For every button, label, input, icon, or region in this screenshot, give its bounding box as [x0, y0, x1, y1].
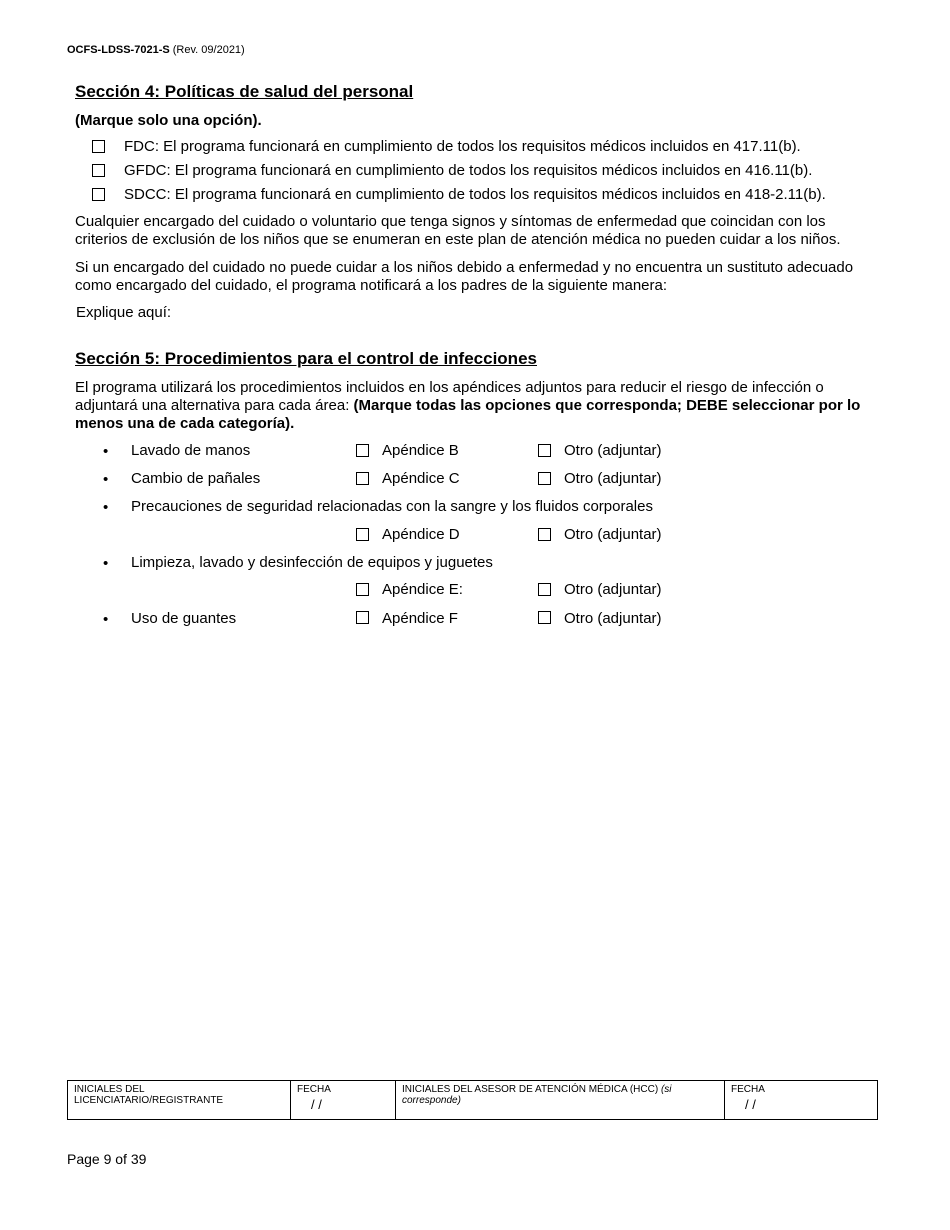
bullet: •	[103, 499, 109, 516]
licensee-initials-label: INICIALES DEL LICENCIATARIO/REGISTRANTE	[74, 1084, 224, 1106]
blood-precautions-appendix-checkbox[interactable]	[356, 528, 369, 541]
diapering-appendix-label: Apéndice C	[382, 470, 460, 487]
hand-washing-appendix-checkbox[interactable]	[356, 444, 369, 457]
diapering-other-checkbox[interactable]	[538, 472, 551, 485]
blood-precautions-appendix-label: Apéndice D	[382, 526, 460, 543]
date1-value: / /	[311, 1097, 322, 1112]
bullet: •	[103, 611, 109, 628]
form-id	[67, 44, 245, 56]
explain-label: Explique aquí:	[76, 304, 172, 321]
gfdc-checkbox[interactable]	[92, 164, 105, 177]
fdc-option-label: FDC: El programa funcionará en cumplimiento de todos los requisitos médicos incluidos en 417.11(b).	[124, 138, 801, 155]
cleaning-other-checkbox[interactable]	[538, 583, 551, 596]
bullet: •	[103, 555, 109, 572]
form-code: OCFS-LDSS-7021-S	[67, 44, 170, 56]
item-hand-washing-label: Lavado de manos	[131, 442, 251, 459]
item-blood-precautions-label: Precauciones de seguridad relacionadas con la sangre y los fluidos corporales	[131, 498, 653, 515]
gloves-other-label: Otro (adjuntar)	[564, 610, 662, 627]
section5-intro-instruction: (Marque todas las opciones que corresponda; DEBE seleccionar por lo menos una de cada categoría).	[75, 397, 861, 432]
hand-washing-other-label: Otro (adjuntar)	[564, 442, 662, 459]
hcc-initials-note: (si corresponde)	[402, 1084, 672, 1106]
hcc-initials-cell[interactable]	[396, 1081, 725, 1119]
cleaning-appendix-label: Apéndice E:	[382, 581, 463, 598]
date2-label: FECHA	[731, 1084, 765, 1095]
bullet: •	[103, 471, 109, 488]
fdc-checkbox[interactable]	[92, 140, 105, 153]
gloves-other-checkbox[interactable]	[538, 611, 551, 624]
section5-intro	[75, 379, 875, 433]
date1-label: FECHA	[297, 1084, 331, 1095]
initials-table	[67, 1080, 878, 1120]
diapering-other-label: Otro (adjuntar)	[564, 470, 662, 487]
form-revision: (Rev. 09/2021)	[172, 44, 245, 56]
section4-instruction: (Marque solo una opción).	[75, 112, 262, 129]
sdcc-checkbox[interactable]	[92, 188, 105, 201]
hand-washing-appendix-label: Apéndice B	[382, 442, 459, 459]
diapering-appendix-checkbox[interactable]	[356, 472, 369, 485]
gfdc-option-label: GFDC: El programa funcionará en cumplimiento de todos los requisitos médicos incluidos en 416.11(b).	[124, 162, 813, 179]
section5-intro-text: El programa utilizará los procedimientos incluidos en los apéndices adjuntos para reducir el riesgo de infección o adjuntará una alternativa para cada área:	[75, 379, 824, 414]
cleaning-other-label: Otro (adjuntar)	[564, 581, 662, 598]
cleaning-appendix-checkbox[interactable]	[356, 583, 369, 596]
date2-cell[interactable]	[725, 1081, 877, 1119]
item-gloves-label: Uso de guantes	[131, 610, 237, 627]
licensee-initials-cell[interactable]	[68, 1081, 291, 1119]
date1-cell[interactable]	[291, 1081, 396, 1119]
section4-title: Sección 4: Políticas de salud del personal	[75, 82, 414, 101]
section4-paragraph1: Cualquier encargado del cuidado o voluntario que tenga signos y síntomas de enfermedad que coincidan con los criterios de exclusión de los niños que se enumeran en este plan de atención médica no pueden cuidar a los niños.	[75, 213, 841, 248]
section5-title: Sección 5: Procedimientos para el control de infecciones	[75, 349, 537, 368]
blood-precautions-other-label: Otro (adjuntar)	[564, 526, 662, 543]
item-cleaning-label: Limpieza, lavado y desinfección de equipos y juguetes	[131, 554, 493, 571]
item-diapering-label: Cambio de pañales	[131, 470, 261, 487]
page-number: Page 9 of 39	[67, 1151, 147, 1167]
bullet: •	[103, 443, 109, 460]
gloves-appendix-label: Apéndice F	[382, 610, 458, 627]
gloves-appendix-checkbox[interactable]	[356, 611, 369, 624]
hand-washing-other-checkbox[interactable]	[538, 444, 551, 457]
explain-input[interactable]	[185, 300, 875, 326]
date2-value: / /	[745, 1097, 756, 1112]
hcc-initials-label: INICIALES DEL ASESOR DE ATENCIÓN MÉDICA (HCC)	[402, 1084, 659, 1095]
blood-precautions-other-checkbox[interactable]	[538, 528, 551, 541]
sdcc-option-label: SDCC: El programa funcionará en cumplimiento de todos los requisitos médicos incluidos en 418-2.11(b).	[124, 186, 826, 203]
section4-paragraph2: Si un encargado del cuidado no puede cuidar a los niños debido a enfermedad y no encuentra un sustituto adecuado como encargado del cuidado, el programa notificará a los padres de la siguiente manera:	[75, 259, 854, 294]
